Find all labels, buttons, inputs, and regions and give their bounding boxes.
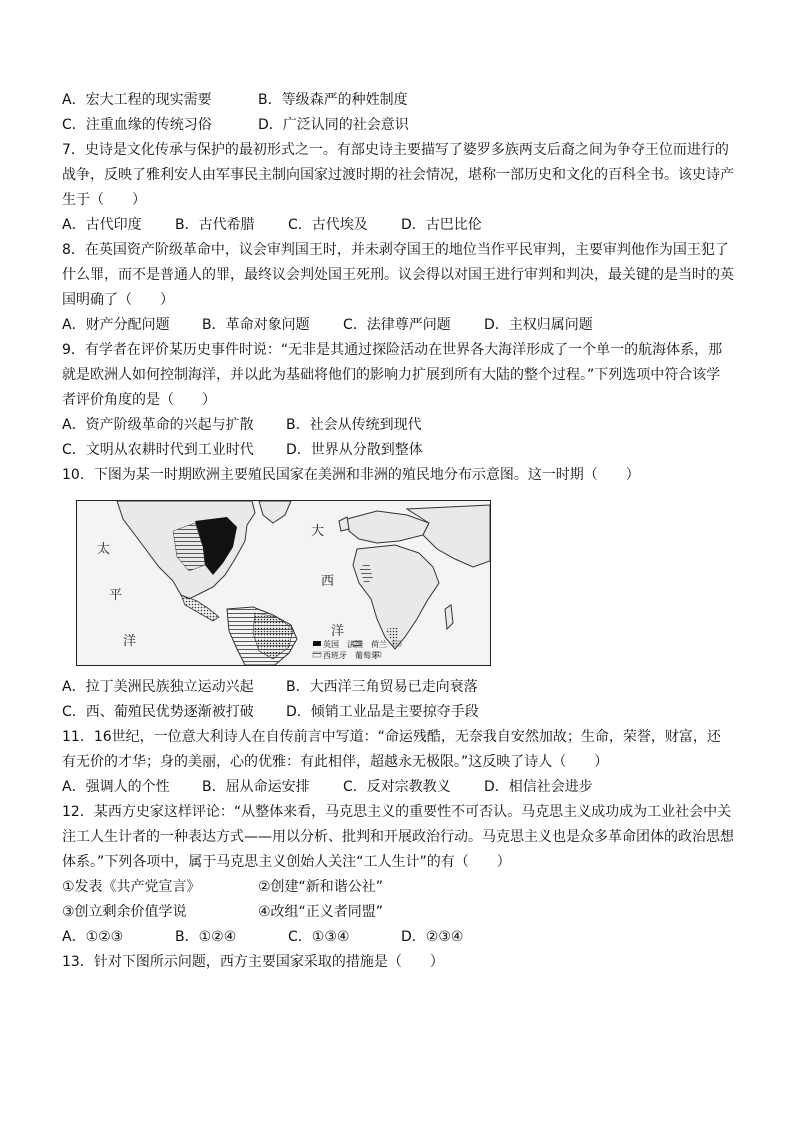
q7-option-b: B．古代希腊 [175,217,255,233]
q7-stem-line2: 战争，反映了雅利安人由军事民主制向国家过渡时期的社会情况，堪称一部历史和文化的百科全书。该史诗产 [62,167,734,183]
legend-row1: 英国 法国 荷兰 [323,640,387,649]
q11-option-a: A．强调人的个性 [62,779,170,795]
q11-option-c: C．反对宗教教义 [343,779,451,795]
q7-stem-line3: 生于（ ） [62,192,146,208]
q12-option-a: A．①②③ [62,929,124,945]
q7-option-a: A．古代印度 [62,217,142,233]
europe-shape [347,511,429,543]
q12-option-b: B．①②④ [175,929,237,945]
option-b: B．等级森严的种姓制度 [258,92,408,108]
legend-row2: 西班牙 葡萄牙 [323,651,379,660]
pacific-char-3: 洋 [123,634,137,649]
q8-option-c: C．法律尊严问题 [343,317,451,333]
q8-option-b: B．革命对象问题 [202,317,310,333]
q12-stem-line2: 注工人生计者的一种表达方式——用以分析、批判和开展政治行动。马克思主义也是众多革命团体的政治思想 [62,829,734,845]
colonial-map-figure [76,500,491,666]
q9-option-d: D．世界从分散到整体 [286,442,423,458]
q10-stem: 10．下图为某一时期欧洲主要殖民国家在美洲和非洲的殖民地分布示意图。这一时期（ ） [62,467,640,483]
legend-swatch-spain [313,652,321,657]
q11-option-d: D．相信社会进步 [484,779,593,795]
q9-stem-line3: 者评价角度的是（ ） [62,392,216,408]
q12-item-4: ④改组“正义者同盟” [258,904,384,920]
central-america-shape [181,595,219,621]
map-svg [77,501,490,665]
legend-swatch-britain [313,641,321,646]
q12-stem-line3: 体系。”下列各项中，属于马克思主义创始人关注“工人生计”的有（ ） [62,854,511,870]
q7-stem-line1: 7．史诗是文化传承与保护的最初形式之一。有部史诗主要描写了婆罗多族两支后裔之间为争夺王位而进行的 [62,142,729,158]
q10-option-a: A．拉丁美洲民族独立运动兴起 [62,679,254,695]
atlantic-char-1: 大 [311,524,325,539]
madagascar-shape [445,605,453,629]
q10-option-b: B．大西洋三角贸易已走向衰落 [286,679,478,695]
q9-stem-line1: 9．有学者在评价某历史事件时说：“无非是其通过探险活动在世界各大海洋形成了一个单一的航海体系，那 [62,342,723,358]
q8-option-d: D．主权归属问题 [484,317,593,333]
pacific-char-1: 太 [97,542,111,557]
q12-item-3: ③创立剩余价值学说 [62,904,187,920]
q11-stem-line1: 11．16世纪，一位意大利诗人在自传前言中写道：“命运残酷，无奈我自安然加故；生命，荣誉，财富，还 [62,729,721,745]
option-row [62,91,212,109]
greenland-shape [259,501,291,523]
q12-option-c: C．①③④ [288,929,350,945]
q7-option-d: D．古巴比伦 [401,217,482,233]
q12-item-2: ②创建“新和谐公社” [258,879,384,895]
q9-option-b: B．社会从传统到现代 [286,417,422,433]
pacific-char-2: 平 [109,588,123,603]
british-isles-shape [339,517,349,531]
legend-swatch-netherlands [393,641,401,646]
atlantic-char-2: 西 [321,574,335,589]
q8-option-a: A．财产分配问题 [62,317,170,333]
q11-option-b: B．屈从命运安排 [202,779,310,795]
q8-stem-line2: 什么罪，而不是普通人的罪，最终议会判处国王死刑。议会得以对国王进行审判和判决，最关键的是当时的英 [62,267,734,283]
option-d: D．广泛认同的社会意识 [258,117,409,133]
option-a: A．宏大工程的现实需要 [62,92,212,108]
q11-stem-line2: 有无价的才华；身的美丽，心的优雅：有此相伴，超越永无极限。”这反映了诗人（ ） [62,754,609,770]
atlantic-char-3: 洋 [331,624,345,639]
q8-stem-line1: 8．在英国资产阶级革命中，议会审判国王时，并未剥夺国王的地位当作平民审判，主要审判他作为国王犯了 [62,242,729,258]
q12-stem-line1: 12．某西方史家这样评论：“从整体来看，马克思主义的重要性不可否认。马克思主义成功成为工业社会中关 [62,804,732,820]
q10-option-c: C．西、葡殖民优势逐渐被打破 [62,704,254,720]
q13-stem: 13．针对下图所示问题，西方主要国家采取的措施是（ ） [62,954,444,970]
q9-stem-line2: 就是欧洲人如何控制海洋，并以此为基础将他们的影响力扩展到所有大陆的整个过程。”下列选项中符合该学 [62,367,721,383]
q10-option-d: D．倾销工业品是主要掠夺手段 [286,704,479,720]
q9-option-c: C．文明从农耕时代到工业时代 [62,442,254,458]
q9-option-a: A．资产阶级革命的兴起与扩散 [62,417,254,433]
q12-option-d: D．②③④ [401,929,464,945]
q12-item-1: ①发表《共产党宣言》 [62,879,201,895]
q7-option-c: C．古代埃及 [288,217,368,233]
option-c: C．注重血缘的传统习俗 [62,117,212,133]
q8-stem-line3: 国明确了（ ） [62,292,174,308]
